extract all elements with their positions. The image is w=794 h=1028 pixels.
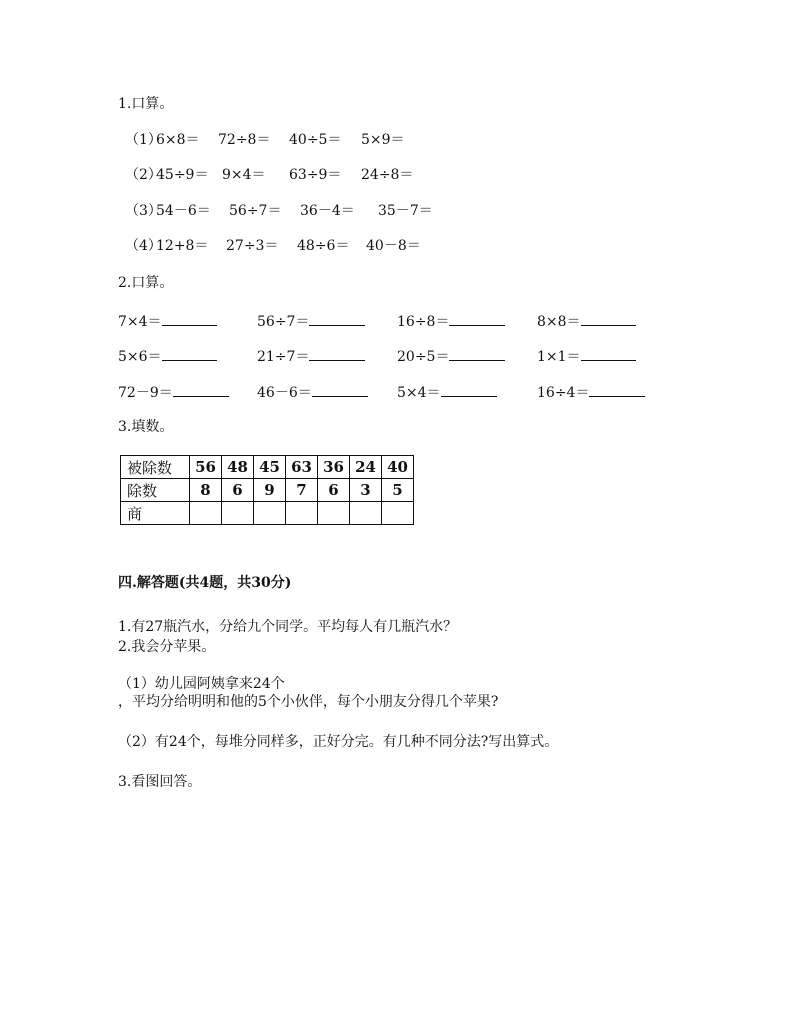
s1-row-1-item-2: 72÷8＝ [218,132,271,148]
dividend-cell: 48 [222,456,254,479]
question-2: 2.我会分苹果。 [118,639,216,655]
divisor-cell: 9 [254,479,286,502]
quotient-cell[interactable] [286,502,318,525]
quotient-cell[interactable] [254,502,286,525]
s1-row-1-item-3: 40÷5＝ [289,132,342,148]
s2-expr: 20÷5＝ [397,349,450,365]
s1-row-3-item-3: 36－4＝ [300,203,355,219]
s2-expr: 8×8＝ [537,314,581,330]
answer-blank[interactable] [173,382,229,397]
s2-expr: 16÷4＝ [537,385,590,401]
s2-row-3-item-2 [257,382,368,402]
s1-row-4-item-2: 27÷3＝ [226,238,279,254]
section-3-title: 3.填数。 [118,419,174,435]
section-1-title: 1.口算。 [118,96,174,112]
s2-row-1-item-4 [537,311,636,331]
divisor-cell: 6 [222,479,254,502]
s2-row-3-item-4 [537,382,645,402]
s1-row-1-item-1: 6×8＝ [156,132,200,148]
answer-blank[interactable] [581,311,636,326]
division-table [120,455,414,525]
s2-expr: 56÷7＝ [257,314,310,330]
s1-row-2-item-2: 9×4＝ [222,167,266,183]
s1-row-4-item-4: 40－8＝ [366,238,421,254]
s1-row-2-label: （2） [125,167,162,183]
divisor-cell: 5 [382,479,414,502]
s2-row-2-item-4 [537,346,636,366]
dividend-cell: 36 [318,456,350,479]
divisor-cell: 6 [318,479,350,502]
table-row [121,479,414,502]
question-1: 1.有27瓶汽水，分给九个同学。平均每人有几瓶汽水？ [118,619,458,635]
s2-row-2-item-3 [397,346,505,366]
quotient-cell[interactable] [350,502,382,525]
answer-blank[interactable] [449,346,505,361]
dividend-cell: 24 [350,456,382,479]
table-row [121,502,414,525]
answer-blank[interactable] [162,311,217,326]
s1-row-1-item-4: 5×9＝ [361,132,405,148]
s2-expr: 5×6＝ [118,349,162,365]
answer-blank[interactable] [589,382,645,397]
table-row [121,456,414,479]
s1-row-2-item-4: 24÷8＝ [361,167,414,183]
dividend-cell: 40 [382,456,414,479]
answer-blank[interactable] [441,382,497,397]
dividend-cell: 63 [286,456,318,479]
divisor-cell: 7 [286,479,318,502]
s1-row-4-item-3: 48÷6＝ [297,238,350,254]
s1-row-3-label: （3） [125,203,162,219]
s2-expr: 7×4＝ [118,314,162,330]
s2-row-1-item-1 [118,311,217,331]
row-header-divisor: 除数 [121,479,190,502]
dividend-cell: 45 [254,456,286,479]
s2-expr: 72－9＝ [118,385,173,401]
s2-row-1-item-3 [397,311,505,331]
s1-row-3-item-2: 56÷7＝ [229,203,282,219]
s2-row-3-item-3 [397,382,497,402]
s1-row-3-item-4: 35－7＝ [378,203,433,219]
s2-row-2-item-2 [257,346,365,366]
s2-row-2-item-1 [118,346,217,366]
section-2-title: 2.口算。 [118,275,174,291]
s1-row-1-label: （1） [125,132,162,148]
quotient-cell[interactable] [382,502,414,525]
question-2-2: （2）有24个，每堆分同样多，正好分完。有几种不同分法?写出算式。 [118,734,559,750]
row-header-quotient: 商 [121,502,190,525]
s1-row-3-item-1: 54－6＝ [156,203,211,219]
s2-expr: 46－6＝ [257,385,312,401]
s2-expr: 1×1＝ [537,349,581,365]
question-2-1-line-2: ，平均分给明明和他的5个小伙伴，每个小朋友分得几个苹果? [118,694,499,710]
row-header-dividend: 被除数 [121,456,190,479]
quotient-cell[interactable] [318,502,350,525]
answer-blank[interactable] [309,346,365,361]
s1-row-4-label: （4） [125,238,162,254]
dividend-cell: 56 [190,456,222,479]
s2-expr: 5×4＝ [397,385,441,401]
answer-blank[interactable] [449,311,505,326]
s1-row-2-item-3: 63÷9＝ [289,167,342,183]
divisor-cell: 3 [350,479,382,502]
part-4-heading: 四.解答题(共4题，共30分) [118,575,292,591]
answer-blank[interactable] [162,346,217,361]
s1-row-4-item-1: 12+8＝ [156,238,209,254]
s1-row-2-item-1: 45÷9＝ [156,167,209,183]
answer-blank[interactable] [309,311,365,326]
s2-row-3-item-1 [118,382,229,402]
question-3: 3.看图回答。 [118,774,202,790]
divisor-cell: 8 [190,479,222,502]
quotient-cell[interactable] [190,502,222,525]
s2-expr: 16÷8＝ [397,314,450,330]
s2-expr: 21÷7＝ [257,349,310,365]
question-2-1-line-1: （1）幼儿园阿姨拿来24个 [118,676,285,692]
answer-blank[interactable] [312,382,368,397]
s2-row-1-item-2 [257,311,365,331]
answer-blank[interactable] [581,346,636,361]
quotient-cell[interactable] [222,502,254,525]
